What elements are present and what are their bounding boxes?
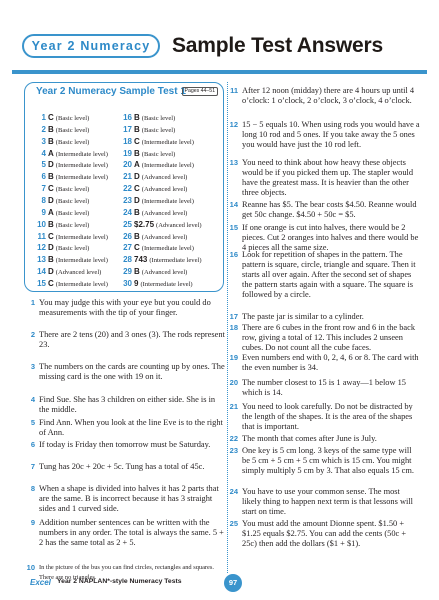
explanation-text: You must add the amount Dionne spent. $1.50 + $1.25 equals $2.75. You can add the cents (50c + 25c) then add the dollars ($1 + $1). [242,519,407,548]
answer-level: (Intermediate level) [55,257,108,265]
explanation-text: Reanne has $5. The bear costs $4.50. Reanne would get 50c change. $4.50 + 50c = $5. [242,200,417,219]
pages-tag: Pages 44–51 [182,87,218,96]
explanation-item [21,484,226,514]
answer-row [118,160,194,171]
section-badge: Year 2 Numeracy [22,34,160,58]
page-header [22,30,420,62]
answer-value: D [48,243,54,253]
answer-row [118,255,202,266]
answer-value: B [134,267,140,277]
explanation-item [21,518,226,548]
explanation-item [224,487,420,517]
answer-number: 21 [123,172,132,182]
answer-value: B [48,219,54,229]
answer-level: (Advanced level) [141,186,188,194]
explanation-number: 14 [229,200,238,209]
answer-level: (Advanced level) [141,269,188,277]
answer-number: 17 [123,124,132,134]
explanation-item [224,250,420,300]
answer-row [118,279,193,290]
explanation-number: 22 [229,434,238,443]
explanation-item [21,462,226,472]
answer-row [30,125,89,136]
answer-value: D [48,267,54,277]
answer-row [30,232,108,243]
explanation-item [224,223,420,253]
answer-value: B [48,124,54,134]
explanation-number: 23 [229,446,238,455]
answer-value: B [134,124,140,134]
answer-number: 16 [123,113,132,122]
explanation-number: 2 [30,330,35,339]
answer-number: 25 [123,219,132,229]
answer-level: (Basic level) [55,209,90,217]
explanation-number: 18 [229,323,238,332]
answer-row [118,232,187,243]
answer-number: 1 [41,113,46,122]
footer-text: Year 2 NAPLAN*-style Numeracy Tests [57,578,182,585]
answer-number: 28 [123,255,132,265]
explanation-item [224,434,420,444]
answer-level: (Intermediate level) [149,257,202,265]
answer-level: (Advanced level) [141,209,188,217]
explanation-number: 16 [229,250,238,259]
explanation-item [224,323,420,353]
answer-row [30,267,101,278]
answer-value: A [48,207,54,217]
explanation-text: Find Ann. When you look at the line Eve is to the right of Ann. [39,418,223,437]
answer-row [30,137,89,148]
answer-value: B [48,136,54,146]
answer-row [30,196,89,207]
answer-level: (Intermediate level) [141,197,194,205]
answer-level: (Intermediate level) [55,150,108,158]
answer-number: 22 [123,184,132,194]
answer-row [118,267,187,278]
answer-row [118,113,175,124]
answer-number: 14 [37,267,46,277]
explanation-number: 15 [229,223,238,232]
answer-value: C [134,184,140,194]
explanation-text: The paste jar is similar to a cylinder. [242,312,364,321]
explanation-text: If today is Friday then tomorrow must be Saturday. [39,440,211,449]
explanation-item [21,418,226,438]
answer-level: (Intermediate level) [55,162,108,170]
answer-row [30,243,89,254]
explanation-text: You need to look carefully. Do not be distracted by the length of the shapes. It is the area of the shapes that is important. [242,402,413,431]
answer-number: 23 [123,195,132,205]
answer-number: 9 [41,207,46,217]
answer-value: 9 [134,278,139,288]
explanation-text: You need to think about how heavy these objects would be if you picked them up. The stapler would have the greatest mass. It is heavier than the other three objects. [242,158,414,197]
answer-number: 20 [123,160,132,170]
page-number: 97 [224,574,242,592]
explanation-text: The numbers on the cards are counting up by ones. The missing card is the one with 19 on it. [39,362,225,381]
answer-row [118,125,175,136]
explanation-text: If one orange is cut into halves, there would be 2 pieces. Cut 2 oranges into halves and there would be 4 pieces all the same size. [242,223,419,252]
answer-number: 13 [37,255,46,265]
answer-row [118,220,202,231]
explanation-number: 7 [30,462,35,471]
publisher-logo: Excel [30,578,51,587]
answer-level: (Intermediate level) [141,138,194,146]
answer-row [30,172,108,183]
answer-level: (Basic level) [55,138,90,146]
explanation-item [224,158,420,198]
answer-value: A [48,148,54,158]
answer-level: (Basic level) [55,186,90,194]
answer-level: (Intermediate level) [141,162,194,170]
answer-number: 8 [41,195,46,205]
explanation-item [224,378,420,398]
explanation-text: In the picture of the bus you can find circles, rectangles and squares. There are no triangles. [39,564,214,581]
answer-value: D [48,160,54,170]
footer [30,574,410,594]
answer-number: 12 [37,243,46,253]
answer-value: B [134,148,140,158]
explanation-text: Find Sue. She has 3 children on either side. She is in the middle. [39,395,216,414]
explanation-item [21,395,226,415]
answer-level: (Basic level) [141,126,176,134]
explanation-number: 24 [229,487,238,496]
explanation-item [224,200,420,220]
answer-row [118,137,194,148]
answer-box-title: Year 2 Numeracy Sample Test 1 [36,86,186,97]
answer-level: (Basic level) [55,221,90,229]
answer-row [118,149,175,160]
answer-value: C [134,136,140,146]
explanation-item [21,440,226,450]
answer-value: D [134,195,140,205]
page-title: Sample Test Answers [172,34,383,57]
answer-number: 7 [41,184,46,194]
answer-value: B [48,255,54,265]
answer-level: (Advanced level) [141,174,188,182]
answer-row [118,196,194,207]
answer-level: (Intermediate level) [55,233,108,241]
explanation-item [21,362,226,382]
explanation-text: The number closest to 15 is 1 away—1 below 15 which is 14. [242,378,406,397]
answer-value: 743 [134,255,148,265]
answer-row [30,113,89,124]
explanation-text: One key is 5 cm long. 3 keys of the same type will be 5 cm + 5 cm + 5 cm which is 15 cm. You might simply multiply 5 cm by 3. That also equals 15 cm. [242,446,414,475]
explanation-number: 25 [229,519,238,528]
explanation-text: You have to use your common sense. The most likely thing to happen next term is that lessons will start on time. [242,487,413,516]
explanation-text: Tung has 20c + 20c + 5c. Tung has a total of 45c. [39,462,205,471]
explanation-text: Look for repetition of shapes in the pattern. The pattern is square, circle, triangle and square. Then it starts all over again. After the second set of shapes the pattern starts again with a square. The square is followed by a circle. [242,250,416,299]
answer-number: 2 [41,124,46,134]
explanation-text: The month that comes after June is July. [242,434,377,443]
explanation-item [224,446,420,476]
answer-level: (Basic level) [55,245,90,253]
answer-value: B [134,207,140,217]
answer-number: 19 [123,148,132,158]
explanation-number: 11 [230,86,238,95]
answer-number: 26 [123,231,132,241]
answer-row [118,243,194,254]
explanation-number: 5 [30,418,35,427]
explanation-number: 10 [26,563,35,572]
explanation-number: 1 [30,298,35,307]
explanation-text: Even numbers end with 0, 2, 4, 6 or 8. The card with the even number is 34. [242,353,419,372]
answer-number: 27 [123,243,132,253]
answer-level: (Intermediate level) [55,280,108,288]
explanation-text: 15 − 5 equals 10. When using rods you would have a long 10 rod and 5 ones. If you take away the 5 ones you would have just the 10 rod left. [242,120,420,149]
explanation-item [224,519,420,549]
answer-row [30,279,108,290]
answer-row [30,255,108,266]
answer-level: (Advanced level) [141,233,188,241]
answer-level: (Basic level) [141,115,176,122]
answer-number: 3 [41,136,46,146]
explanation-number: 4 [30,395,35,404]
explanation-number: 21 [229,402,238,411]
answer-number: 15 [37,278,46,288]
answer-number: 18 [123,136,132,146]
answer-level: (Intermediate level) [141,245,194,253]
explanation-item [21,298,226,318]
answer-number: 10 [37,219,46,229]
answer-value: $2.75 [134,219,155,229]
answer-row [30,220,89,231]
explanation-item [21,330,226,350]
explanation-number: 13 [229,158,238,167]
explanation-number: 20 [229,378,238,387]
answer-number: 29 [123,267,132,277]
answer-number: 4 [41,148,46,158]
answer-value: B [134,231,140,241]
answer-level: (Basic level) [141,150,176,158]
explanation-number: 17 [229,312,238,321]
answer-value: B [134,113,140,122]
answer-number: 24 [123,207,132,217]
answer-value: D [134,172,140,182]
explanation-text: There are 2 tens (20) and 3 ones (3). The rods represent 23. [39,330,225,349]
explanation-number: 12 [229,120,238,129]
explanation-item [224,86,420,106]
answer-number: 11 [37,231,46,241]
answer-number: 5 [41,160,46,170]
answer-row [30,160,108,171]
explanation-number: 19 [229,353,238,362]
answer-number: 6 [41,172,46,182]
answer-value: C [48,231,54,241]
answer-level: (Basic level) [55,126,90,134]
answer-row [30,208,89,219]
explanation-number: 9 [30,518,35,527]
explanation-number: 8 [30,484,35,493]
answer-level: (Basic level) [55,115,90,122]
answer-level: (Basic level) [55,197,90,205]
answer-row [30,149,108,160]
answer-number: 30 [123,278,132,288]
explanation-number: 6 [30,440,35,449]
answer-level: (Intermediate level) [55,174,108,182]
explanation-text: There are 6 cubes in the front row and 6 in the back row, giving a total of 12. This includes 2 unseen cubes. Do not count all the cube faces. [242,323,416,352]
explanation-text: Addition number sentences can be written with the numbers in any order. The total is always the same. 5 + 2 has the same total as 2 + 5. [39,518,224,547]
answer-value: C [48,184,54,194]
explanation-item [224,120,420,150]
answer-level: (Intermediate level) [140,280,193,288]
answer-row [118,172,187,183]
header-rule [12,70,427,74]
explanation-item [224,353,420,373]
answer-value: D [48,195,54,205]
answer-value: C [48,278,54,288]
explanation-number: 3 [30,362,35,371]
answer-row [118,184,187,195]
answer-level: (Advanced level) [156,221,202,229]
explanation-text: After 12 noon (midday) there are 4 hours up until 4 o’clock: 1 o’clock, 2 o’clock, 3 o’clock, 4 o’clock. [242,86,415,105]
answer-value: C [134,243,140,253]
explanation-text: You may judge this with your eye but you could do measurements with the tip of your finger. [39,298,211,317]
answer-value: B [48,172,54,182]
explanation-item [224,402,420,432]
answer-value: C [48,113,54,122]
explanation-item [224,312,420,322]
answer-value: A [134,160,140,170]
explanation-text: When a shape is divided into halves it has 2 parts that are the same. B is incorrect because it has 3 straight sides and 1 curved side. [39,484,219,513]
answer-row [30,184,89,195]
answer-level: (Advanced level) [55,269,102,277]
answer-row [118,208,187,219]
